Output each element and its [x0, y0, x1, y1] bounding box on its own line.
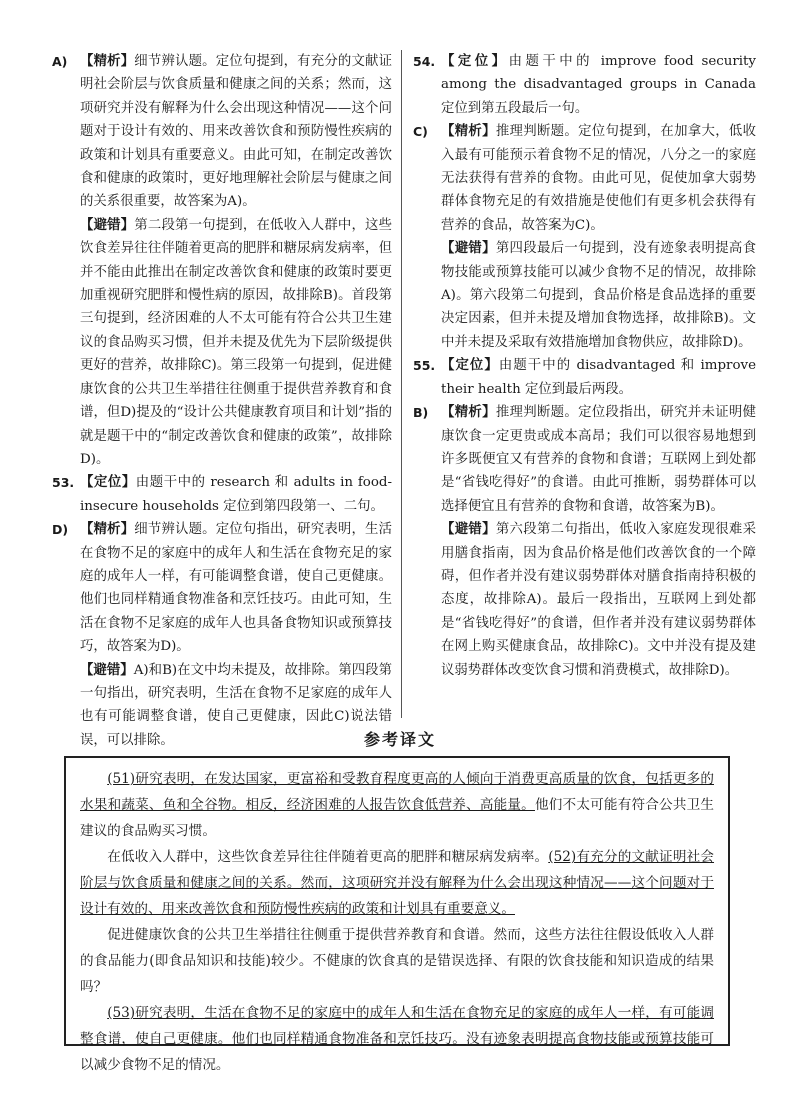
tag-label: 【定位】 — [441, 358, 499, 374]
plain-text: 他们不太可能有符合公共卫生建议的食品购买习惯。 — [80, 797, 715, 839]
underlined-text: (53)研究表明，生活在食物不足的家庭中的成年人和生活在食物充足的家庭的成年人一样，有可能调整食谱，使自己更健康。他们也同样精通食物准备和烹饪技巧。 — [80, 1005, 714, 1047]
left-column — [52, 50, 392, 752]
translation-heading: 参考译文 — [363, 730, 436, 749]
item-text: 第二段第一句提到，在低收入人群中，这些饮食差异往往伴随着更高的肥胖和糖尿病发病率，但并不能由此推出在制定改善饮食和健康的政策时要更加重视研究肥胖和慢性病的原因，故排除B)。首段第三句提到，经济困难的人不太可能有符合公共卫生建议的食品购买习惯，但并未提及优先为下层阶级提供更好的营养，故排除C)。第三段第一句提到，促进健康饮食的公共卫生举措往往侧重于提供营养教育和食谱，但D)提及的“设计公共健康教育项目和计划”指的就是题干中的“制定改善饮食和健康的政策”，故排除D)。 — [80, 217, 393, 467]
item-text: A)和B)在文中均未提及，故排除。第四段第一句指出，研究表明，生活在食物不足家庭的成年人也有可能调整食谱，使自己更健康，因此C)说法错误，可以排除。 — [80, 662, 392, 748]
underlined-text: (52)有充分的文献证明社会阶层与饮食质量和健康之间的关系。然而，这项研究并没有解释为什么会出现这种情况——这个问题对于设计有效的、用来改善饮食和预防慢性疾病的政策和计划具有重要意义。 — [80, 849, 715, 917]
tag-label: 【避错】 — [80, 662, 134, 678]
item-marker: A) — [52, 54, 68, 69]
tag-label: 【定位】 — [80, 475, 136, 491]
tag-label: 【避错】 — [441, 522, 496, 538]
item-marker: 55. — [413, 358, 436, 374]
tag-label: 【精析】 — [441, 405, 496, 421]
item-c-error — [413, 237, 756, 354]
translation-box — [64, 756, 730, 1073]
item-marker: 53. — [52, 475, 75, 491]
plain-text: 在低收入人群中，这些饮食差异往往伴随着更高的肥胖和糖尿病发病率。 — [107, 849, 549, 865]
item-marker: C) — [413, 124, 428, 140]
item-text: 由题干中的 research 和 adults in food-insecure households 定位到第四段第一、二句。 — [80, 475, 392, 514]
tag-label: 【精析】 — [80, 522, 135, 538]
item-text: 细节辨认题。定位句提到，有充分的文献证明社会阶层与饮食质量和健康之间的关系；然而，这项研究并没有解释为什么会出现这种情况——这个问题对于设计有效的、用来改善饮食和预防慢性疾病的政策和计划具有重要意义。由此可知，在制定改善饮食和健康的政策时，更好地理解社会阶层与健康之间的关系很重要，故答案为A)。 — [80, 54, 393, 210]
item-text: 第六段第二句指出，低收入家庭发现很难采用膳食指南，因为食品价格是他们改善饮食的一个障碍，但作者并没有建议弱势群体对膳食指南持积极的态度，故排除A)。最后一段指出，互联网上到处都是“省钱吃得好”的食谱，但作者并没有建议弱势群体在网上购买健康食品，故排除C)。文中并没有提及建议弱势群体改变饮食习惯和消费模式，故排除D)。 — [441, 522, 757, 678]
tag-label: 【避错】 — [80, 217, 135, 233]
translation-paragraph-4 — [80, 1000, 714, 1078]
item-text: 推理判断题。定位句提到，在加拿大，低收入最有可能预示着食物不足的情况，八分之一的家庭无法获得有营养的食物。由此可见，促使加拿大弱势群体食物充足的有效措施是使他们有更多机会获得有营养的食品，故答案为C)。 — [441, 124, 757, 233]
translation-paragraph-2 — [80, 844, 714, 922]
tag-label: 【定位】 — [441, 54, 509, 69]
item-marker: D) — [52, 522, 69, 538]
item-a-error — [52, 214, 392, 471]
item-d-analysis — [52, 518, 392, 658]
item-55-locate — [413, 354, 756, 401]
item-text: 由题干中的 improve food security among the disadvantaged groups in Canada 定位到第五段最后一句。 — [441, 54, 756, 116]
tag-label: 【精析】 — [80, 54, 135, 69]
translation-paragraph-3: 促进健康饮食的公共卫生举措往往侧重于提供营养教育和食谱。然而，这些方法往往假设低收入人群的食品能力(即食品知识和技能)较少。不健康的饮食真的是错误选择、有限的饮食技能和知识造成的结果吗？ — [80, 927, 714, 995]
item-text: 细节辨认题。定位句指出，研究表明，生活在食物不足的家庭中的成年人和生活在食物充足的家庭的成年人一样，有可能调整食谱，使自己更健康。他们也同样精通食物准备和烹饪技巧。由此可知，生活在食物不足家庭的成年人也具备食物知识或预算技巧，故答案为D)。 — [80, 522, 393, 655]
item-marker: B) — [413, 405, 429, 421]
item-text: 由题干中的 disadvantaged 和 improve their health 定位到最后两段。 — [441, 358, 757, 397]
tag-label: 【避错】 — [441, 241, 496, 257]
column-divider — [401, 50, 402, 718]
item-53-locate — [52, 471, 392, 518]
translation-paragraph-1 — [80, 766, 714, 844]
item-text: 推理判断题。定位段指出，研究并未证明健康饮食一定更贵或成本高昂；我们可以很容易地想到许多既便宜又有营养的食物和食谱；互联网上到处都是“省钱吃得好”的食谱。由此可推断，弱势群体可以选择便宜且有营养的食物和食谱，故答案为B)。 — [441, 405, 757, 514]
item-b-analysis — [413, 401, 756, 518]
item-marker: 54. — [413, 54, 436, 69]
right-column — [413, 50, 756, 682]
item-54-locate — [413, 50, 756, 120]
plain-text: 没有迹象表明提高食物技能或预算技能可以减少食物不足的情况。 — [80, 1031, 714, 1073]
item-a-analysis — [52, 50, 392, 214]
underlined-text: (51)研究表明，在发达国家，更富裕和受教育程度更高的人倾向于消费更高质量的饮食，包括更多的水果和蔬菜、鱼和全谷物。相反，经济困难的人报告饮食低营养、高能量。 — [80, 771, 714, 813]
item-text: 第四段最后一句提到，没有迹象表明提高食物技能或预算技能可以减少食物不足的情况，故排除A)。第六段第二句提到，食品价格是食品选择的重要决定因素，但并未提及增加食物选择，故排除B)。文中并未提及采取有效措施增加食物供应，故排除D)。 — [441, 241, 757, 350]
tag-label: 【精析】 — [441, 124, 496, 140]
item-b-error — [413, 518, 756, 682]
item-c-analysis — [413, 120, 756, 237]
